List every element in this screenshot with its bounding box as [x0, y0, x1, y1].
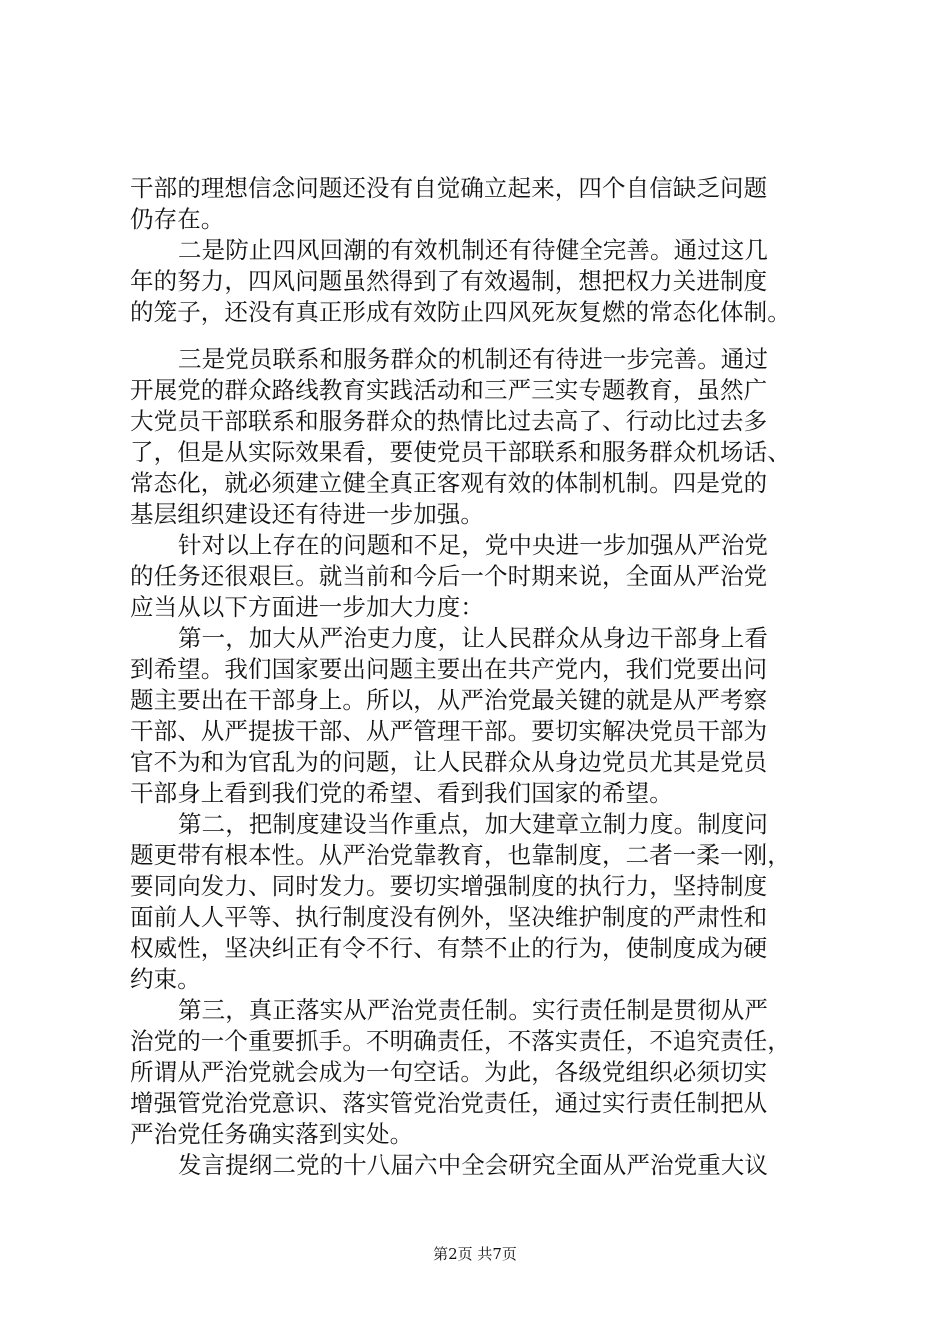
- paragraph-line: 大党员干部联系和服务群众的热情比过去高了、行动比过去多: [130, 407, 768, 435]
- paragraph-line: 治党的一个重要抓手。不明确责任，不落实责任，不追究责任，: [130, 1027, 791, 1055]
- paragraph-line: 年的努力，四风问题虽然得到了有效遏制，想把权力关进制度: [130, 267, 768, 295]
- paragraph-line: 干部身上看到我们党的希望、看到我们国家的希望。: [130, 779, 673, 807]
- paragraph-line: 干部、从严提拔干部、从严管理干部。要切实解决党员干部为: [130, 717, 768, 745]
- paragraph-line: 第二，把制度建设当作重点，加大建章立制力度。制度问: [178, 810, 768, 838]
- paragraph-line: 二是防止四风回潮的有效机制还有待健全完善。通过这几: [178, 236, 768, 264]
- paragraph-line: 针对以上存在的问题和不足，党中央进一步加强从严治党: [178, 531, 768, 559]
- paragraph-line: 约束。: [130, 965, 201, 993]
- paragraph-line: 三是党员联系和服务群众的机制还有待进一步完善。通过: [178, 345, 768, 373]
- paragraph-line: 开展党的群众路线教育实践活动和三严三实专题教育，虽然广: [130, 376, 768, 404]
- paragraph-line: 权威性，坚决纠正有令不行、有禁不止的行为，使制度成为硬: [130, 934, 768, 962]
- paragraph-line: 题主要出在干部身上。所以，从严治党最关键的就是从严考察: [130, 686, 768, 714]
- paragraph-line: 的笼子，还没有真正形成有效防止四风死灰复燃的常态化体制。: [130, 298, 791, 326]
- paragraph-line: 到希望。我们国家要出问题主要出在共产党内，我们党要出问: [130, 655, 768, 683]
- paragraph-line: 面前人人平等、执行制度没有例外，坚决维护制度的严肃性和: [130, 903, 768, 931]
- paragraph-line: 所谓从严治党就会成为一句空话。为此，各级党组织必须切实: [130, 1058, 768, 1086]
- paragraph-line: 第一，加大从严治吏力度，让人民群众从身边干部身上看: [178, 624, 768, 652]
- paragraph-line: 仍存在。: [130, 205, 225, 233]
- paragraph-line: 严治党任务确实落到实处。: [130, 1120, 414, 1148]
- paragraph-line: 的任务还很艰巨。就当前和今后一个时期来说，全面从严治党: [130, 562, 768, 590]
- page-number-footer: 第2页 共7页: [433, 1245, 517, 1263]
- paragraph-line: 第三，真正落实从严治党责任制。实行责任制是贯彻从严: [178, 996, 768, 1024]
- paragraph-line: 应当从以下方面进一步加大力度：: [130, 593, 484, 621]
- paragraph-line: 基层组织建设还有待进一步加强。: [130, 500, 484, 528]
- paragraph-line: 题更带有根本性。从严治党靠教育，也靠制度，二者一柔一刚，: [130, 841, 791, 869]
- paragraph-line: 了，但是从实际效果看，要使党员干部联系和服务群众机场话、: [130, 438, 791, 466]
- paragraph-line: 要同向发力、同时发力。要切实增强制度的执行力，坚持制度: [130, 872, 768, 900]
- paragraph-line: 增强管党治党意识、落实管党治党责任，通过实行责任制把从: [130, 1089, 768, 1117]
- paragraph-line: 发言提纲二党的十八届六中全会研究全面从严治党重大议: [178, 1151, 768, 1179]
- paragraph-line: 官不为和为官乱为的问题，让人民群众从身边党员尤其是党员: [130, 748, 768, 776]
- paragraph-line: 常态化，就必须建立健全真正客观有效的体制机制。四是党的: [130, 469, 768, 497]
- paragraph-line: 干部的理想信念问题还没有自觉确立起来，四个自信缺乏问题: [130, 174, 768, 202]
